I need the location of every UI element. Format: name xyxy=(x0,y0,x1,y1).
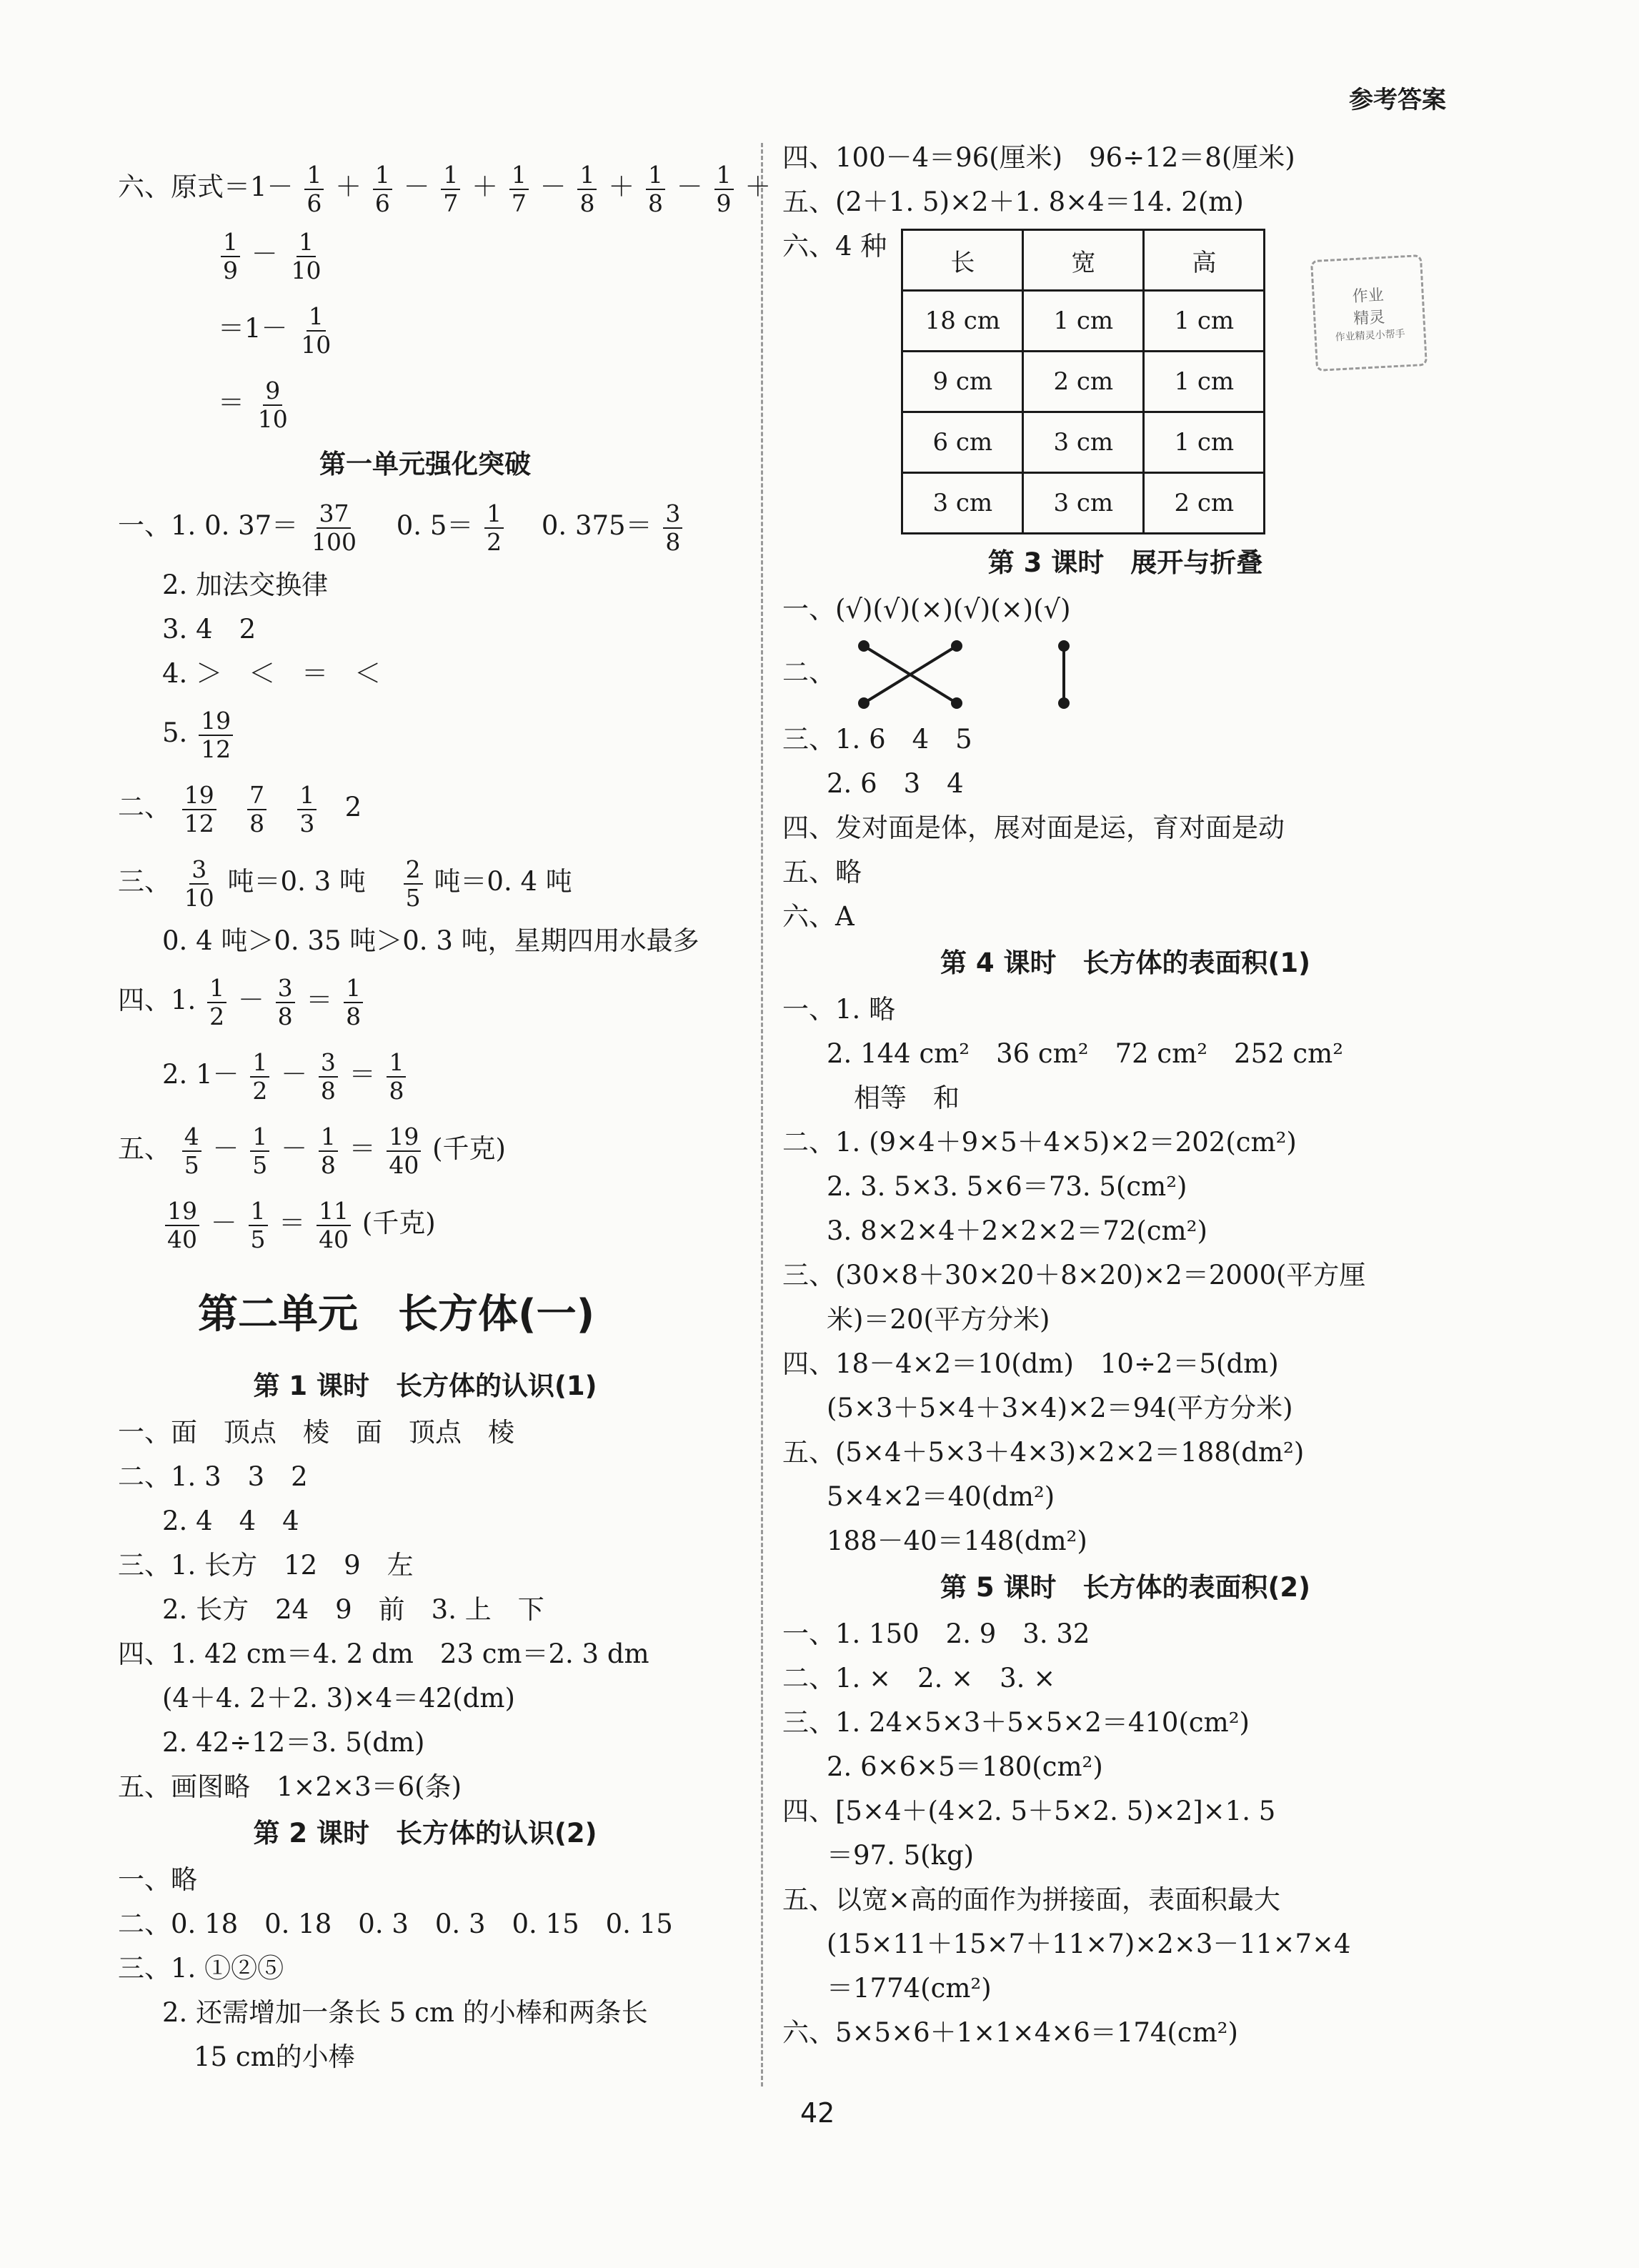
fraction: $\frac{7}{8}$ xyxy=(247,782,266,837)
answer-line: 三、 $\frac{3}{10}$ 吨＝0. 3 吨 $\frac{2}{5}$ 吨＝0. 4 吨 xyxy=(118,855,572,912)
answer-line: 五、略 xyxy=(782,857,862,887)
table-cell: 2 cm xyxy=(1144,473,1265,534)
table-row xyxy=(902,412,1265,473)
answer-line: 相等 和 xyxy=(854,1083,960,1113)
table-header-cell: 长 xyxy=(902,230,1023,291)
fraction: $\frac{3}{8}$ xyxy=(663,500,682,556)
answer-line: 2. 3. 5×3. 5×6＝73. 5(cm²) xyxy=(827,1171,1187,1202)
answer-line: 六、原式＝1－ $\frac{1}{6}$ ＋ $\frac{1}{6}$ － $\frac{1}{7}$ ＋ $\frac{1}{7}$ － $\frac{1}{8}$ ＋ $\frac{1}{8}$ － $\frac{1}{9}$ ＋ xyxy=(118,160,772,217)
answer-line: 15 cm的小棒 xyxy=(194,2041,355,2072)
fraction: $\frac{3}{8}$ xyxy=(276,975,295,1030)
table-cell: 2 cm xyxy=(1023,352,1144,412)
answer-line: 四、1. $\frac{1}{2}$ － $\frac{3}{8}$ ＝ $\frac{1}{8}$ xyxy=(118,963,732,1038)
match-dot xyxy=(1058,640,1070,652)
fraction: $\frac{1}{8}$ xyxy=(319,1123,338,1179)
fraction: $\frac{1}{8}$ xyxy=(646,161,665,217)
answer-line: 六、4 种 长 宽 高 18 cm 1 cm 1 cm 9 cm 2 cm 1 cm 6 cm 3 cm 1 cm 3 cm 3 cm 2 cm xyxy=(782,224,1468,534)
answer-line: 二、 xyxy=(782,632,1468,717)
answer-line: 二、1. (9×4＋9×5＋4×5)×2＝202(cm²) xyxy=(782,1127,1297,1158)
table-cell: 1 cm xyxy=(1023,291,1144,352)
answer-line: 米)＝20(平方分米) xyxy=(827,1304,1050,1335)
matching-lines-diagram xyxy=(850,632,1121,717)
fraction: $\frac{1}{7}$ xyxy=(441,161,460,217)
section-title: 第 4 课时 长方体的表面积(1) xyxy=(940,948,1311,978)
answer-line: 2. 42÷12＝3. 5(dm) xyxy=(162,1727,425,1758)
answer-line: 2. 1－ $\frac{1}{2}$ － $\frac{3}{8}$ ＝ $\frac{1}{8}$ xyxy=(118,1038,732,1112)
fraction: $\frac{19}{12}$ xyxy=(182,782,216,837)
page-number: 42 xyxy=(800,2097,835,2129)
unit-title: 第二单元 长方体(一) xyxy=(198,1291,595,1338)
answer-line: 二、1. 3 3 2 xyxy=(118,1461,308,1492)
section-title: 第 1 课时 长方体的认识(1) xyxy=(253,1371,597,1401)
answer-line: 一、1. 150 2. 9 3. 32 xyxy=(782,1618,1090,1649)
section-title: 第 2 课时 长方体的认识(2) xyxy=(253,1818,597,1849)
answer-line: 三、1. 24×5×3＋5×5×2＝410(cm²) xyxy=(782,1707,1250,1738)
answer-line: 一、1. 0. 37＝ $\frac{37}{100}$ 0. 5＝ $\frac{1}{2}$ 0. 375＝ $\frac{3}{8}$ xyxy=(118,489,732,563)
fraction: $\frac{1}{2}$ xyxy=(484,500,504,556)
answer-line: 5×4×2＝40(dm²) xyxy=(827,1481,1055,1512)
fraction: $\frac{11}{40}$ xyxy=(317,1198,351,1253)
fraction: $\frac{1}{5}$ xyxy=(250,1123,269,1179)
fraction: $\frac{1}{5}$ xyxy=(249,1198,268,1253)
right-column xyxy=(782,136,1468,2055)
fraction: $\frac{1}{9}$ xyxy=(714,161,734,217)
answer-line: 2. 还需增加一条长 5 cm 的小棒和两条长 xyxy=(162,1997,648,2028)
fraction: $\frac{4}{5}$ xyxy=(182,1123,201,1179)
table-header-cell: 宽 xyxy=(1023,230,1144,291)
answer-line: 三、1. 长方 12 9 左 xyxy=(118,1550,414,1581)
answer-line: ＝ $\frac{9}{10}$ xyxy=(118,366,732,440)
answer-line: 二、0. 18 0. 18 0. 3 0. 3 0. 15 0. 15 xyxy=(118,1909,673,1939)
answer-line: 五、(5×4＋5×3＋4×3)×2×2＝188(dm²) xyxy=(782,1437,1305,1468)
answer-line: ＝97. 5(kg) xyxy=(827,1840,975,1871)
answer-line: 2. 144 cm² 36 cm² 72 cm² 252 cm² xyxy=(827,1038,1344,1069)
answer-line: 3. 8×2×4＋2×2×2＝72(cm²) xyxy=(827,1215,1207,1246)
table-header-row xyxy=(902,230,1265,291)
table-row xyxy=(902,352,1265,412)
fraction: $\frac{1}{2}$ xyxy=(250,1049,269,1105)
match-dot xyxy=(1058,697,1070,709)
answer-line: 2. 6×6×5＝180(cm²) xyxy=(827,1751,1103,1782)
section-title: 第 5 课时 长方体的表面积(2) xyxy=(940,1572,1311,1603)
table-cell: 18 cm xyxy=(902,291,1023,352)
answer-line: 0. 4 吨＞0. 35 吨＞0. 3 吨，星期四用水最多 xyxy=(162,925,699,956)
answer-line: 六、A xyxy=(782,901,855,932)
table-row xyxy=(902,291,1265,352)
column-divider xyxy=(761,143,763,2087)
table-cell: 3 cm xyxy=(1023,412,1144,473)
fraction: $\frac{1}{9}$ xyxy=(221,229,240,284)
answer-line: 五、画图略 1×2×3＝6(条) xyxy=(118,1771,462,1802)
left-column xyxy=(118,150,772,2079)
answer-line: 四、1. 42 cm＝4. 2 dm 23 cm＝2. 3 dm xyxy=(118,1638,649,1669)
match-dot xyxy=(951,697,962,709)
answer-line: 一、1. 略 xyxy=(782,994,896,1025)
answer-line: 四、100－4＝96(厘米) 96÷12＝8(厘米) xyxy=(782,142,1295,173)
section-title: 第 3 课时 展开与折叠 xyxy=(987,547,1263,578)
section-title: 第一单元强化突破 xyxy=(319,449,531,479)
answer-line: 四、发对面是体，展对面是运，育对面是动 xyxy=(782,812,1285,843)
table-cell: 1 cm xyxy=(1144,352,1265,412)
answer-line: ＝1－ $\frac{1}{10}$ xyxy=(118,292,732,366)
fraction: $\frac{1}{2}$ xyxy=(207,975,226,1030)
fraction: $\frac{19}{12}$ xyxy=(199,707,233,763)
fraction: $\frac{3}{8}$ xyxy=(319,1049,338,1105)
answer-line: $\frac{19}{40}$ － $\frac{1}{5}$ ＝ $\frac{11}{40}$ (千克) xyxy=(118,1186,732,1260)
answer-line: 四、[5×4＋(4×2. 5＋5×2. 5)×2]×1. 5 xyxy=(782,1796,1276,1826)
dimensions-table xyxy=(901,229,1265,534)
table-cell: 9 cm xyxy=(902,352,1023,412)
match-dot xyxy=(951,640,962,652)
fraction: $\frac{1}{6}$ xyxy=(304,161,324,217)
answer-line: 五、以宽×高的面作为拼接面，表面积最大 xyxy=(782,1884,1281,1915)
answer-line: 188－40＝148(dm²) xyxy=(827,1526,1087,1556)
answer-line: $\frac{1}{9}$ － $\frac{1}{10}$ xyxy=(118,217,732,292)
fraction: $\frac{2}{5}$ xyxy=(404,856,423,912)
fraction: $\frac{19}{40}$ xyxy=(165,1198,199,1253)
answer-line: (5×3＋5×4＋3×4)×2＝94(平方分米) xyxy=(827,1393,1293,1423)
table-row xyxy=(902,473,1265,534)
answer-line: (15×11＋15×7＋11×7)×2×3－11×7×4 xyxy=(827,1929,1351,1959)
answer-line: 三、1. 6 4 5 xyxy=(782,724,972,755)
answer-line: 一、(√)(√)(×)(√)(×)(√) xyxy=(782,594,1071,625)
answer-line: (4＋4. 2＋2. 3)×4＝42(dm) xyxy=(162,1683,515,1714)
answer-line: 5. $\frac{19}{12}$ xyxy=(118,696,732,770)
fraction: $\frac{37}{100}$ xyxy=(311,499,357,556)
fraction: $\frac{1}{8}$ xyxy=(344,975,363,1030)
fraction: $\frac{1}{8}$ xyxy=(577,161,597,217)
table-cell: 3 cm xyxy=(902,473,1023,534)
answer-line: 一、面 顶点 棱 面 顶点 棱 xyxy=(118,1417,514,1448)
answer-line: 四、18－4×2＝10(dm) 10÷2＝5(dm) xyxy=(782,1348,1279,1379)
fraction: $\frac{1}{10}$ xyxy=(291,227,322,284)
answer-line: 2. 4 4 4 xyxy=(162,1506,299,1536)
answer-line: 2. 6 3 4 xyxy=(827,768,964,799)
fraction: $\frac{1}{7}$ xyxy=(509,161,529,217)
answer-line: 2. 长方 24 9 前 3. 上 下 xyxy=(162,1594,544,1625)
answer-line: 2. 加法交换律 xyxy=(162,570,329,600)
fraction: $\frac{19}{40}$ xyxy=(387,1123,421,1179)
answer-line: 二、 $\frac{19}{12}$ $\frac{7}{8}$ $\frac{1}{3}$ 2 xyxy=(118,780,362,837)
fraction: $\frac{1}{10}$ xyxy=(301,302,332,359)
match-dot xyxy=(858,697,870,709)
table-cell: 6 cm xyxy=(902,412,1023,473)
page-header: 参考答案 xyxy=(1349,86,1446,114)
table-cell: 1 cm xyxy=(1144,412,1265,473)
answer-line: 三、1. ①②⑤ xyxy=(118,1953,284,1984)
answer-line: 五、(2＋1. 5)×2＋1. 8×4＝14. 2(m) xyxy=(782,186,1244,217)
match-dot xyxy=(858,640,870,652)
answer-line: 二、1. × 2. × 3. × xyxy=(782,1663,1056,1693)
fraction: $\frac{1}{8}$ xyxy=(387,1049,406,1105)
table-header-cell: 高 xyxy=(1144,230,1265,291)
answer-line: 五、 $\frac{4}{5}$ － $\frac{1}{5}$ － $\frac{1}{8}$ ＝ $\frac{19}{40}$ (千克) xyxy=(118,1122,506,1179)
watermark-stamp: 作业 精灵 作业精灵小帮手 xyxy=(1310,254,1428,372)
answer-line: 六、5×5×6＋1×1×4×6＝174(cm²) xyxy=(782,2017,1238,2048)
answer-line: ＝1774(cm²) xyxy=(827,1973,992,2004)
answer-line: 三、(30×8＋30×20＋8×20)×2＝2000(平方厘 xyxy=(782,1260,1366,1290)
fraction: $\frac{1}{6}$ xyxy=(373,161,392,217)
fraction: $\frac{9}{10}$ xyxy=(257,376,288,433)
answer-line: 3. 4 2 xyxy=(162,614,256,645)
answer-line: 4. ＞ ＜ ＝ ＜ xyxy=(162,658,382,689)
table-cell: 3 cm xyxy=(1023,473,1144,534)
fraction: $\frac{3}{10}$ xyxy=(184,855,214,912)
answer-line: 一、略 xyxy=(118,1864,197,1895)
table-cell: 1 cm xyxy=(1144,291,1265,352)
fraction: $\frac{1}{3}$ xyxy=(297,782,317,837)
